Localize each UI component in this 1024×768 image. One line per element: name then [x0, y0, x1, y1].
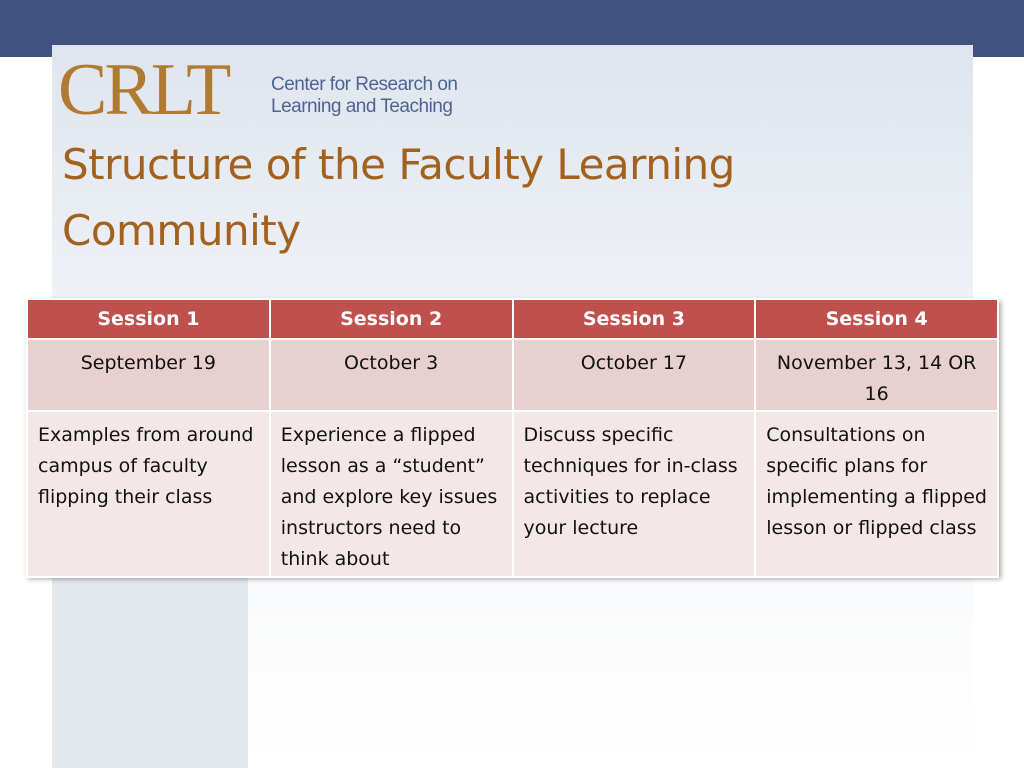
description-session-4: Consultations on specific plans for implementing a flipped lesson or flipped class	[755, 411, 998, 577]
logo-subtitle	[271, 74, 491, 118]
title-line-2: Community	[62, 206, 301, 255]
title-line-1: Structure of the Faculty Learning	[62, 140, 735, 189]
dates-row	[27, 339, 998, 411]
date-session-2: October 3	[270, 339, 513, 411]
logo-line-1: Center for Research on	[271, 74, 458, 95]
header-row	[27, 299, 998, 339]
header-session-2: Session 2	[270, 299, 513, 339]
descriptions-row	[27, 411, 998, 577]
logo-mark: CRLT	[58, 49, 229, 131]
logo-line-2: Learning and Teaching	[271, 96, 453, 117]
header-session-4: Session 4	[755, 299, 998, 339]
header-session-1: Session 1	[27, 299, 270, 339]
session-table-container	[26, 298, 999, 576]
date-session-3: October 17	[513, 339, 756, 411]
session-table	[26, 298, 999, 578]
description-session-3: Discuss specific techniques for in-class activities to replace your lecture	[513, 411, 756, 577]
description-session-1: Examples from around campus of faculty flipping their class	[27, 411, 270, 577]
description-session-2: Experience a flipped lesson as a “student” and explore key issues instructors need to think about	[270, 411, 513, 577]
header-session-3: Session 3	[513, 299, 756, 339]
left-accent-strip	[52, 578, 248, 768]
date-session-4: November 13, 14 OR 16	[755, 339, 998, 411]
slide-title	[62, 132, 942, 264]
date-session-1: September 19	[27, 339, 270, 411]
